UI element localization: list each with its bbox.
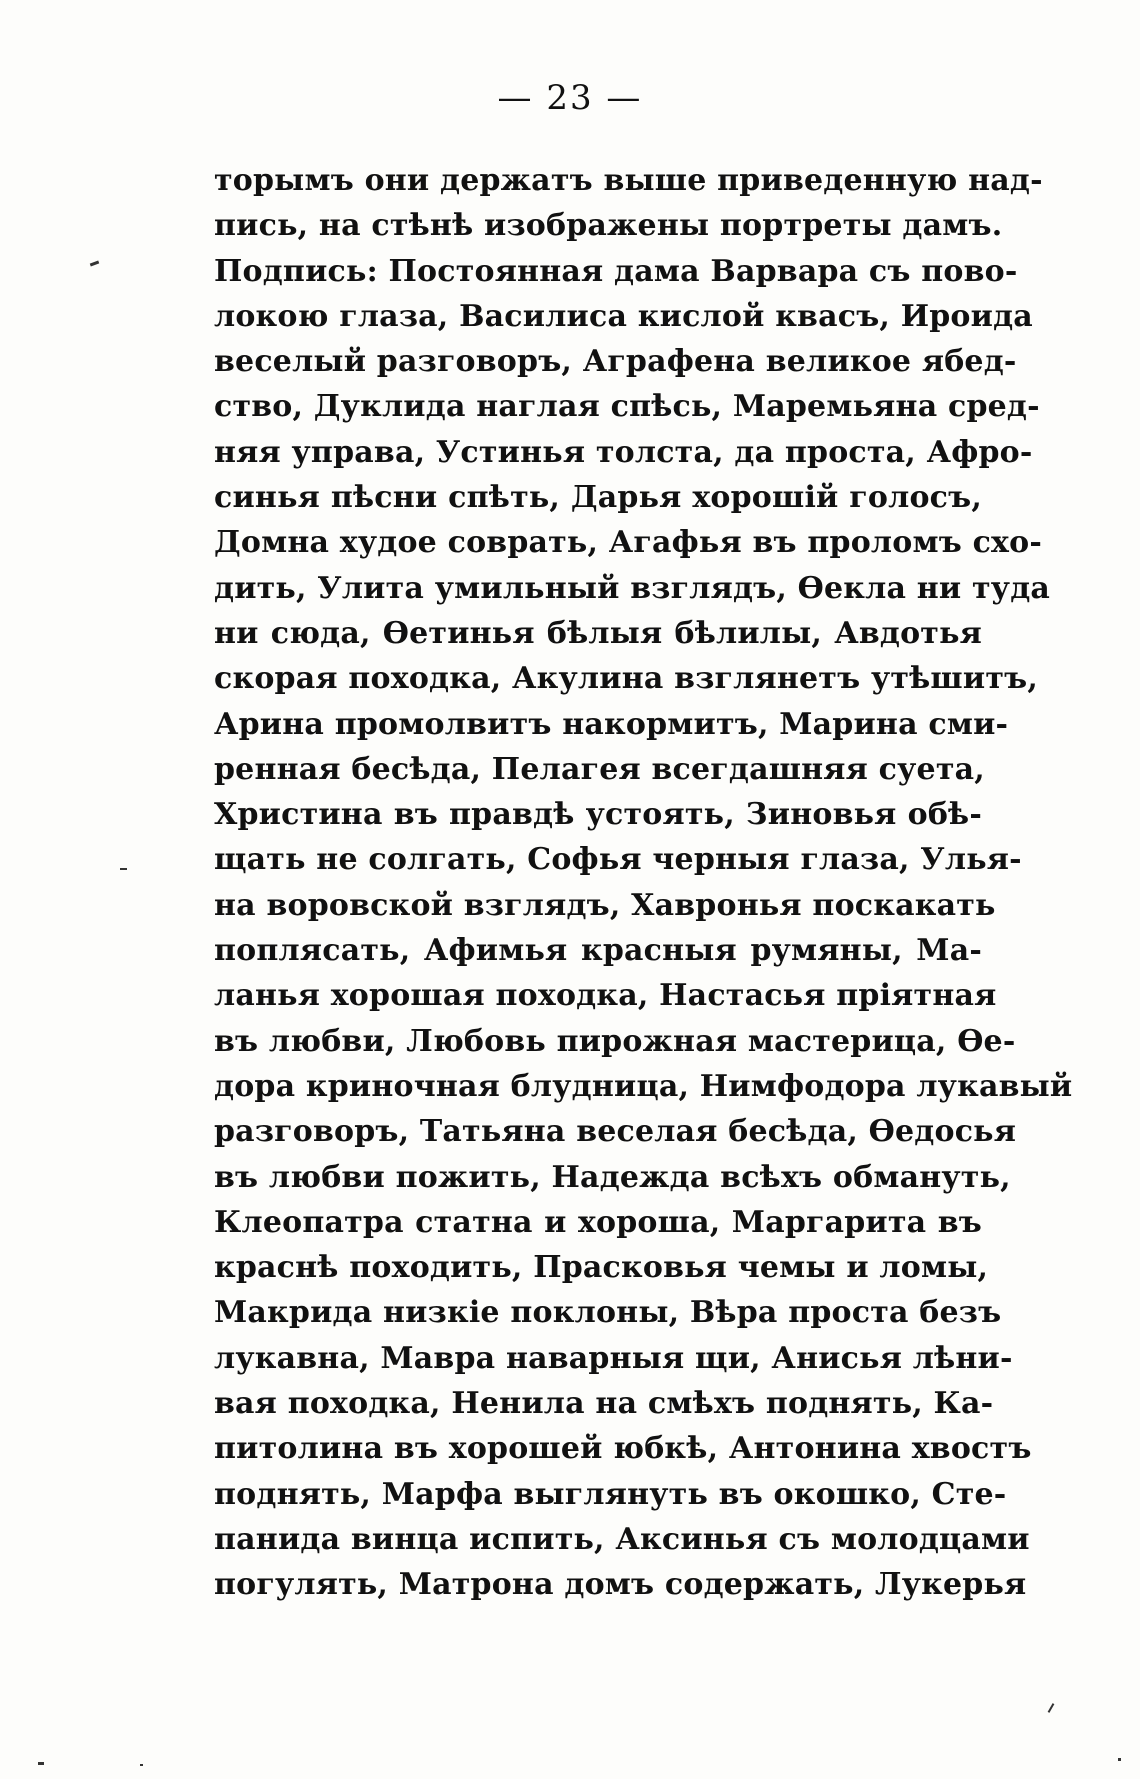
body-text: [214, 158, 1073, 1608]
text-line: погулять, Матрона домъ содержать, Лукерья: [214, 1567, 1027, 1603]
text-line: Арина промолвитъ накормитъ, Марина сми-: [214, 706, 1009, 742]
text-line: Клеопатра статна и хороша, Маргарита въ: [214, 1204, 982, 1240]
text-line: ни сюда, Ѳетинья бѣлыя бѣлилы, Авдотья: [214, 615, 982, 651]
text-line: щать не солгать, Софья черныя глаза, Улья-: [214, 842, 1022, 878]
text-line: дора криночная блудница, Нимфодора лукавый: [214, 1068, 1073, 1104]
text-line: ство, Дуклида наглая спѣсь, Маремьяна сред-: [214, 389, 1040, 425]
text-line: Макрида низкіе поклоны, Вѣра проста безъ: [214, 1295, 1002, 1331]
text-line: локою глаза, Василиса кислой квасъ, Ироида: [214, 298, 1033, 334]
scan-speck: [120, 868, 127, 870]
text-line: лукавна, Мавра наварныя щи, Анисья лѣни-: [214, 1340, 1013, 1376]
text-line: ланья хорошая походка, Настасья пріятная: [214, 978, 997, 1014]
text-line: Христина въ правдѣ устоять, Зиновья обѣ-: [214, 797, 982, 833]
scan-speck: [90, 261, 99, 267]
text-line: няя управа, Устинья толста, да проста, Афро-: [214, 434, 1033, 470]
text-line: дить, Улита умильный взглядъ, Ѳекла ни туда: [214, 570, 1051, 606]
page-number: — 23 —: [497, 78, 643, 118]
text-line: Домна худое соврать, Агафья въ проломъ схо-: [214, 525, 1043, 561]
text-line: ренная бесѣда, Пелагея всегдашняя суета,: [214, 751, 985, 787]
text-line: разговоръ, Татьяна веселая бесѣда, Ѳедосья: [214, 1114, 1017, 1150]
scan-speck: [140, 1764, 143, 1766]
text-line: пись, на стѣнѣ изображены портреты дамъ.: [214, 208, 1003, 244]
text-line: торымъ они держатъ выше приведенную над-: [214, 163, 1043, 198]
text-line: въ любви, Любовь пирожная мастерица, Ѳе-: [214, 1023, 1016, 1059]
text-line: поплясать, Афимья красныя румяны, Ма-: [214, 933, 982, 969]
text-line: поднять, Марфа выглянуть въ окошко, Сте-: [214, 1476, 1007, 1512]
text-line: Подпись: Постоянная дама Варвара съ пово-: [214, 253, 1018, 289]
text-line: питолина въ хорошей юбкѣ, Антонина хвостъ: [214, 1431, 1032, 1467]
text-line: вая походка, Ненила на смѣхъ поднять, Ка-: [214, 1386, 994, 1422]
scan-speck: [1118, 1758, 1121, 1761]
text-line: скорая походка, Акулина взглянетъ утѣшитъ,: [214, 661, 1038, 697]
text-line: краснѣ походить, Прасковья чемы и ломы,: [214, 1250, 989, 1286]
text-line: въ любви пожить, Надежда всѣхъ обмануть,: [214, 1159, 1011, 1195]
scan-speck: [1048, 1703, 1055, 1713]
scan-speck: [38, 1762, 44, 1765]
text-line: панида винца испить, Аксинья съ молодцами: [214, 1521, 1030, 1557]
text-line: на воровской взглядъ, Хавронья поскакать: [214, 887, 996, 923]
text-line: веселый разговоръ, Аграфена великое ябед-: [214, 344, 1017, 380]
text-line: синья пѣсни спѣть, Дарья хорошій голосъ,: [214, 480, 982, 516]
